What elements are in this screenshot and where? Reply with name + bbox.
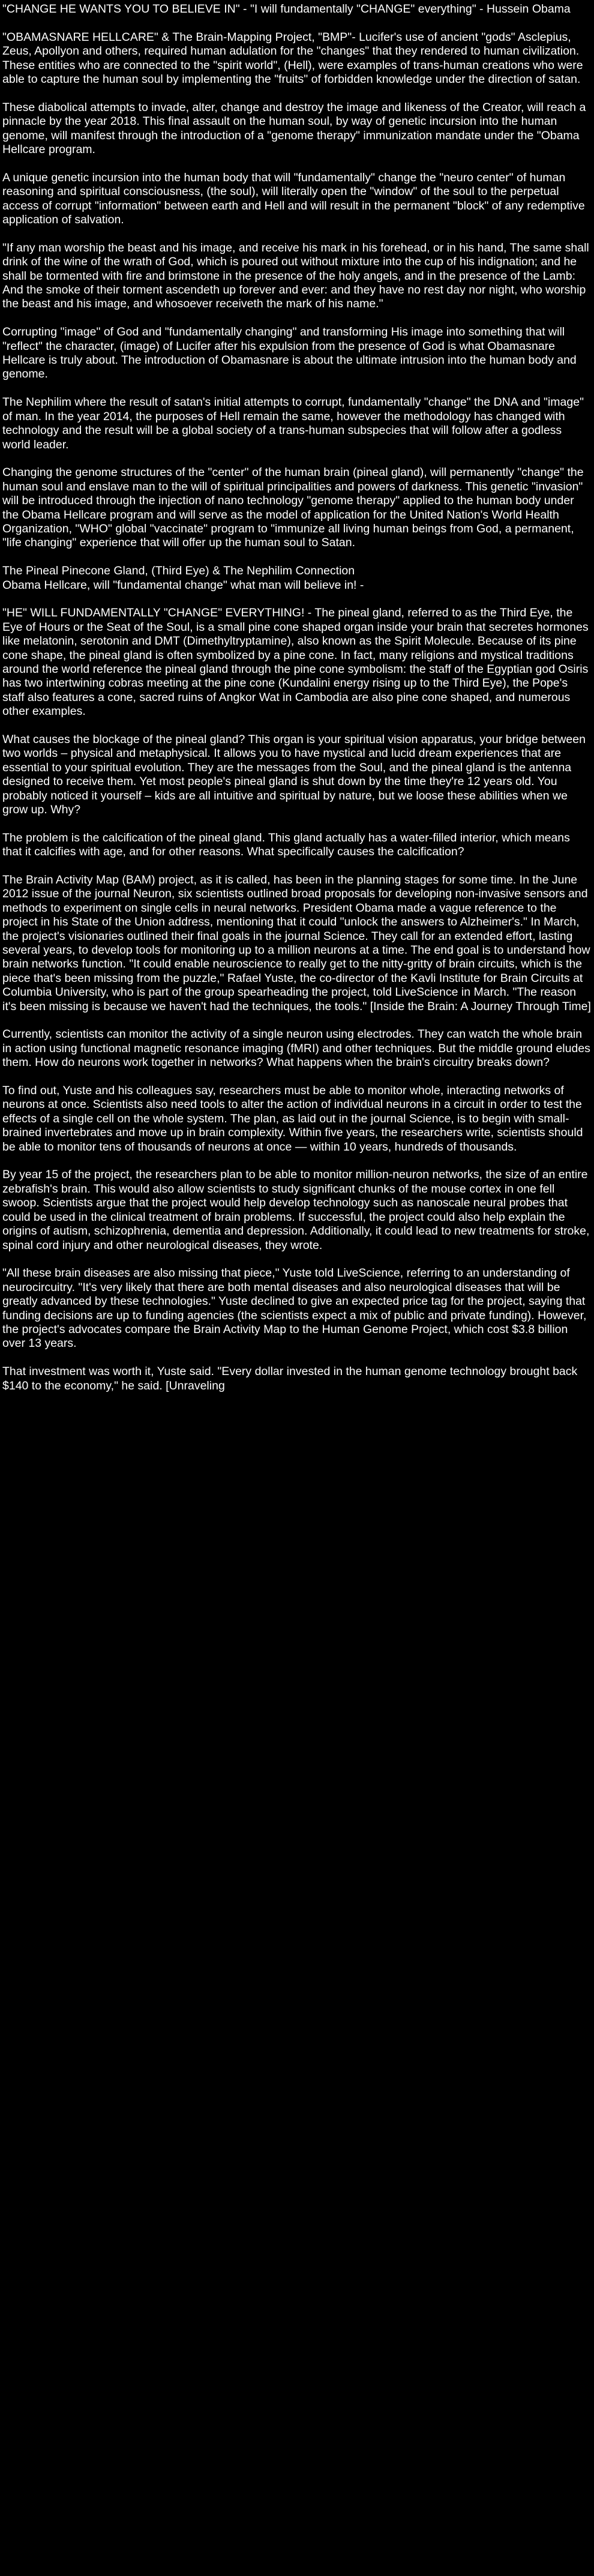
paragraph-networks-plan: To find out, Yuste and his colleagues say, researchers must be able to monitor whole, interacting networks of neurons at once. Scientists also need tools to alter the action of individual neurons in a circuit in order to test the effects of a single cell on the whole system. The plan, as laid out in the journal Science, is to begin with small-brained invertebrates and move up in brain complexity. Within five years, the researchers write, scientists should be able to monitor tens of thousands of neurons at once — within 10 years, hundreds of thousands. xyxy=(2,1084,583,1154)
paragraph-title-quote: "CHANGE HE WANTS YOU TO BELIEVE IN" - "I will fundamentally "CHANGE" everything" - Hussein Obama xyxy=(2,2,571,16)
paragraph-monitoring-neurons: Currently, scientists can monitor the activity of a single neuron using electrodes. They can watch the whole brain in action using functional magnetic resonance imaging (fMRI) and other techniques. But the middle ground eludes them. How do neurons work together in networks? What happens when the brain's circuitry breaks down? xyxy=(2,1028,590,1070)
paragraph-corrupting-image: Corrupting "image" of God and "fundamentally changing" and transforming His image into something that will "reflect" the character, (image) of Lucifer after his expulsion from the presence of God is what Obamasnare Hellcare is truly about. The introduction of Obamasnare is about the ultimate intrusion into the human body and genome. xyxy=(2,325,577,381)
paragraph-pineal-gland: "HE" WILL FUNDAMENTALLY "CHANGE" EVERYTHING! - The pineal gland, referred to as the Third Eye, the Eye of Hours or the Seat of the Soul, is a small pine cone shaped organ inside your brain that secretes hormones like melatonin, serotonin and DMT (Dimethyltryptamine), also known as the Spirit Molecule. Because of its pine cone shape, the pineal gland is often symbolized by a pine cone. In fact, many religions and mystical traditions around the world reference the pineal gland through the pine cone symbolism: the staff of the Egyptian god Osiris has two intertwining cobras meeting at the pine cone (Kundalini energy rising up to the Third Eye), the Pope's staff also features a cone, sacred ruins of Angkor Wat in Cambodia are also pine cone shaped, and numerous other examples. xyxy=(2,606,589,718)
paragraph-scripture-quote: "If any man worship the beast and his image, and receive his mark in his forehead, or in his hand, The same shall drink of the wine of the wrath of God, which is poured out without mixture into the cup of his indignation; and he shall be tormented with fire and brimstone in the presence of the holy angels, and in the presence of the Lamb: And the smoke of their torment ascendeth up forever and ever: and they have no rest day nor night, who worship the beast and his image, and whosoever receiveth the mark of his name." xyxy=(2,241,589,311)
paragraph-pineal-blockage: What causes the blockage of the pineal gland? This organ is your spiritual vision apparatus, your bridge between two worlds – physical and metaphysical. It allows you to have mystical and lucid dream experiences that are essential to your spiritual evolution. They are the messages from the Soul, and the pineal gland is the antenna designed to receive them. Yet most people's pineal gland is shut down by the time they're 12 years old. You probably noticed it yourself – kids are all intuitive and spiritual by nature, but we loose these abilities when we grow up. Why? xyxy=(2,732,586,816)
paragraph-brain-diseases: "All these brain diseases are also missing that piece," Yuste told LiveScience, referring to an understanding of neurocircuitry. "It's very likely that there are both mental diseases and also neurological diseases that will be greatly advanced by these technologies." Yuste declined to give an expected price tag for the project, saying that funding decisions are up to funding agencies (the scientists expect a mix of public and private funding). However, the project's advocates compare the Brain Activity Map to the Human Genome Project, which cost $3.8 billion over 13 years. xyxy=(2,1266,587,1350)
paragraph-genome-structures: Changing the genome structures of the "center" of the human brain (pineal gland), will permanently "change" the human soul and enslave man to the will of spiritual principalities and powers of darkness. This genetic "invasion" will be introduced through the injection of nano technology "genome therapy" applied to the human body under the Obama Hellcare program and will serve as the model of application for the United Nation's World Health Organization, "WHO" global "vaccinate" program to "immunize all living human beings from God, a permanent, "life changing" experience that will offer up the human soul to Satan. xyxy=(2,466,584,550)
paragraph-calcification: The problem is the calcification of the pineal gland. This gland actually has a water-filled interior, which means that it calcifies with age, and for other reasons. What specifically causes the calcification? xyxy=(2,831,570,859)
paragraph-investment: That investment was worth it, Yuste said. "Every dollar invested in the human genome technology brought back $140 to the economy," he said. [Unraveling xyxy=(2,1365,578,1392)
paragraph-pineal-heading: The Pineal Pinecone Gland, (Third Eye) & The Nephilim Connection Obama Hellcare, will "fundamental change" what man will believe in! - xyxy=(2,564,364,592)
paragraph-year-15: By year 15 of the project, the researchers plan to be able to monitor million-neuron networks, the size of an entire zebrafish's brain. This would also allow scientists to study significant chunks of the mouse cortex in one fell swoop. Scientists argue that the project would help develop technology such as nanoscale neural probes that could be used in the clinical treatment of brain problems. If successful, the project could also help explain the origins of autism, schizophrenia, dementia and depression. Additionally, it could lead to new treatments for stroke, spinal cord injury and other neurological diseases, they wrote. xyxy=(2,1168,590,1252)
paragraph-obamasnare-hellcare: "OBAMASNARE HELLCARE" & The Brain-Mapping Project, "BMP"- Lucifer's use of ancient "gods" Asclepius, Zeus, Apollyon and others, required human adulation for the "changes" that they rendered to human civilization. These entities who are connected to the "spirit world", (Hell), were examples of trans-human creations who were able to capture the human soul by implementing the "fruits" of forbidden knowledge under the direction of satan. xyxy=(2,30,583,86)
paragraph-nephilim: The Nephilim where the result of satan's initial attempts to corrupt, fundamentally "change" the DNA and "image" of man. In the year 2014, the purposes of Hell remain the same, however the methodology has changed with technology and the result will be a global society of a trans-human subspecies that will follow after a godless world leader. xyxy=(2,396,584,451)
paragraph-brain-activity-map: The Brain Activity Map (BAM) project, as it is called, has been in the planning stages for some time. In the June 2012 issue of the journal Neuron, six scientists outlined broad proposals for developing non-invasive sensors and methods to experiment on single cells in neural networks. President Obama made a vague reference to the project in his State of the Union address, mentioning that it could "unlock the answers to Alzheimer's." In March, the project's visionaries outlined their final goals in the journal Science. They call for an extended effort, lasting several years, to develop tools for monitoring up to a million neurons at a time. The end goal is to understand how brain networks function. "It could enable neuroscience to really get to the nitty-gritty of brain circuits, which is the piece that's been missing from the puzzle," Rafael Yuste, the co-director of the Kavli Institute for Brain Circuits at Columbia University, who is part of the group spearheading the project, told LiveScience in March. "The reason it's been missing is because we haven't had the techniques, the tools." [Inside the Brain: A Journey Through Time] xyxy=(2,873,591,1013)
paragraph-diabolical-attempts: These diabolical attempts to invade, alter, change and destroy the image and likeness of the Creator, will reach a pinnacle by the year 2018. This final assault on the human soul, by way of genetic incursion into the human genome, will manifest through the introduction of a "genome therapy" immunization mandate under the "Obama Hellcare program. xyxy=(2,100,586,157)
paragraph-genetic-incursion: A unique genetic incursion into the human body that will "fundamentally" change the "neuro center" of human reasoning and spiritual consciousness, (the soul), will literally open the "window" of the soul to the perpetual access of corrupt "information" between earth and Hell and will result in the permanent "block" of any redemptive application of salvation. xyxy=(2,170,585,227)
